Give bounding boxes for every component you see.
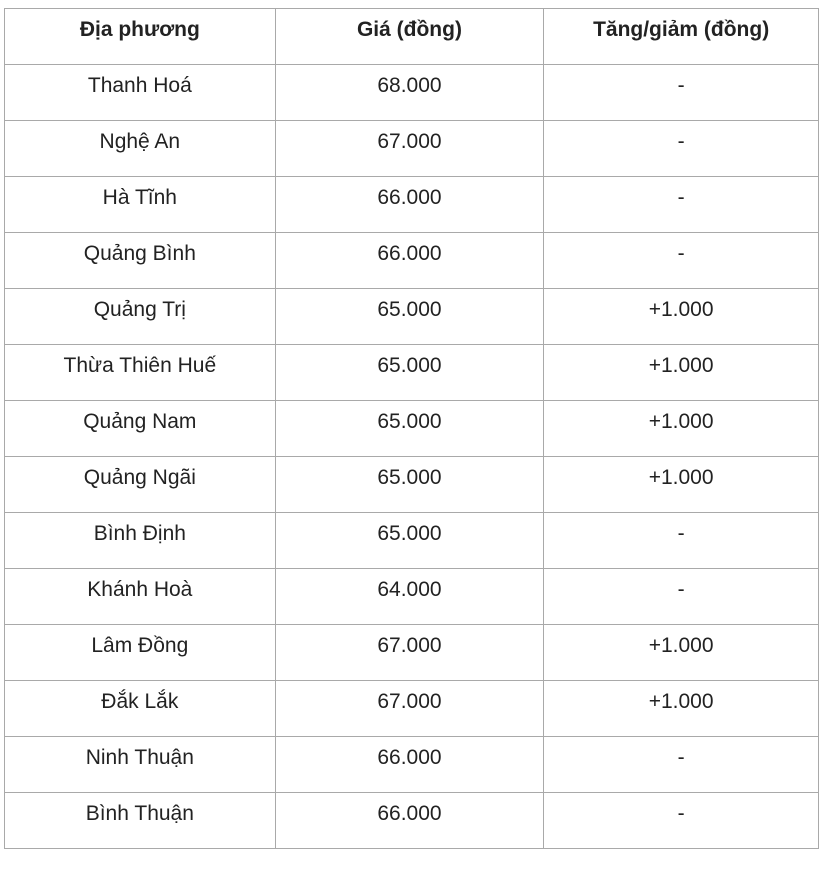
cell-province: Quảng Trị bbox=[5, 289, 276, 345]
table-row bbox=[5, 401, 819, 457]
table-row bbox=[5, 569, 819, 625]
cell-change: +1.000 bbox=[544, 625, 819, 681]
cell-change: - bbox=[544, 737, 819, 793]
cell-change: +1.000 bbox=[544, 401, 819, 457]
cell-province: Đắk Lắk bbox=[5, 681, 276, 737]
cell-price: 67.000 bbox=[275, 681, 544, 737]
cell-price: 66.000 bbox=[275, 793, 544, 849]
cell-change: +1.000 bbox=[544, 289, 819, 345]
cell-province: Lâm Đồng bbox=[5, 625, 276, 681]
table-row bbox=[5, 65, 819, 121]
cell-change: - bbox=[544, 177, 819, 233]
cell-change: +1.000 bbox=[544, 345, 819, 401]
cell-price: 65.000 bbox=[275, 457, 544, 513]
cell-change: +1.000 bbox=[544, 457, 819, 513]
table-row bbox=[5, 233, 819, 289]
cell-province: Khánh Hoà bbox=[5, 569, 276, 625]
cell-change: - bbox=[544, 233, 819, 289]
table-row bbox=[5, 121, 819, 177]
cell-province: Bình Thuận bbox=[5, 793, 276, 849]
cell-price: 64.000 bbox=[275, 569, 544, 625]
cell-price: 65.000 bbox=[275, 513, 544, 569]
cell-price: 66.000 bbox=[275, 177, 544, 233]
cell-price: 67.000 bbox=[275, 625, 544, 681]
table-row bbox=[5, 345, 819, 401]
table-row bbox=[5, 289, 819, 345]
table-row bbox=[5, 737, 819, 793]
cell-province: Hà Tĩnh bbox=[5, 177, 276, 233]
cell-province: Quảng Nam bbox=[5, 401, 276, 457]
cell-price: 65.000 bbox=[275, 401, 544, 457]
cell-price: 67.000 bbox=[275, 121, 544, 177]
cell-price: 65.000 bbox=[275, 345, 544, 401]
cell-price: 65.000 bbox=[275, 289, 544, 345]
table-header-row bbox=[5, 9, 819, 65]
table-row bbox=[5, 793, 819, 849]
cell-province: Quảng Ngãi bbox=[5, 457, 276, 513]
cell-province: Thừa Thiên Huế bbox=[5, 345, 276, 401]
header-change: Tăng/giảm (đồng) bbox=[544, 9, 819, 65]
cell-province: Nghệ An bbox=[5, 121, 276, 177]
pig-price-table bbox=[4, 8, 819, 849]
header-price: Giá (đồng) bbox=[275, 9, 544, 65]
cell-change: - bbox=[544, 121, 819, 177]
cell-change: - bbox=[544, 513, 819, 569]
cell-price: 66.000 bbox=[275, 233, 544, 289]
cell-price: 68.000 bbox=[275, 65, 544, 121]
cell-province: Bình Định bbox=[5, 513, 276, 569]
table-row bbox=[5, 177, 819, 233]
cell-change: +1.000 bbox=[544, 681, 819, 737]
cell-province: Thanh Hoá bbox=[5, 65, 276, 121]
table-row bbox=[5, 513, 819, 569]
cell-province: Ninh Thuận bbox=[5, 737, 276, 793]
table-row bbox=[5, 457, 819, 513]
cell-change: - bbox=[544, 65, 819, 121]
cell-price: 66.000 bbox=[275, 737, 544, 793]
header-province: Địa phương bbox=[5, 9, 276, 65]
table-row bbox=[5, 681, 819, 737]
cell-change: - bbox=[544, 793, 819, 849]
cell-change: - bbox=[544, 569, 819, 625]
cell-province: Quảng Bình bbox=[5, 233, 276, 289]
table-row bbox=[5, 625, 819, 681]
